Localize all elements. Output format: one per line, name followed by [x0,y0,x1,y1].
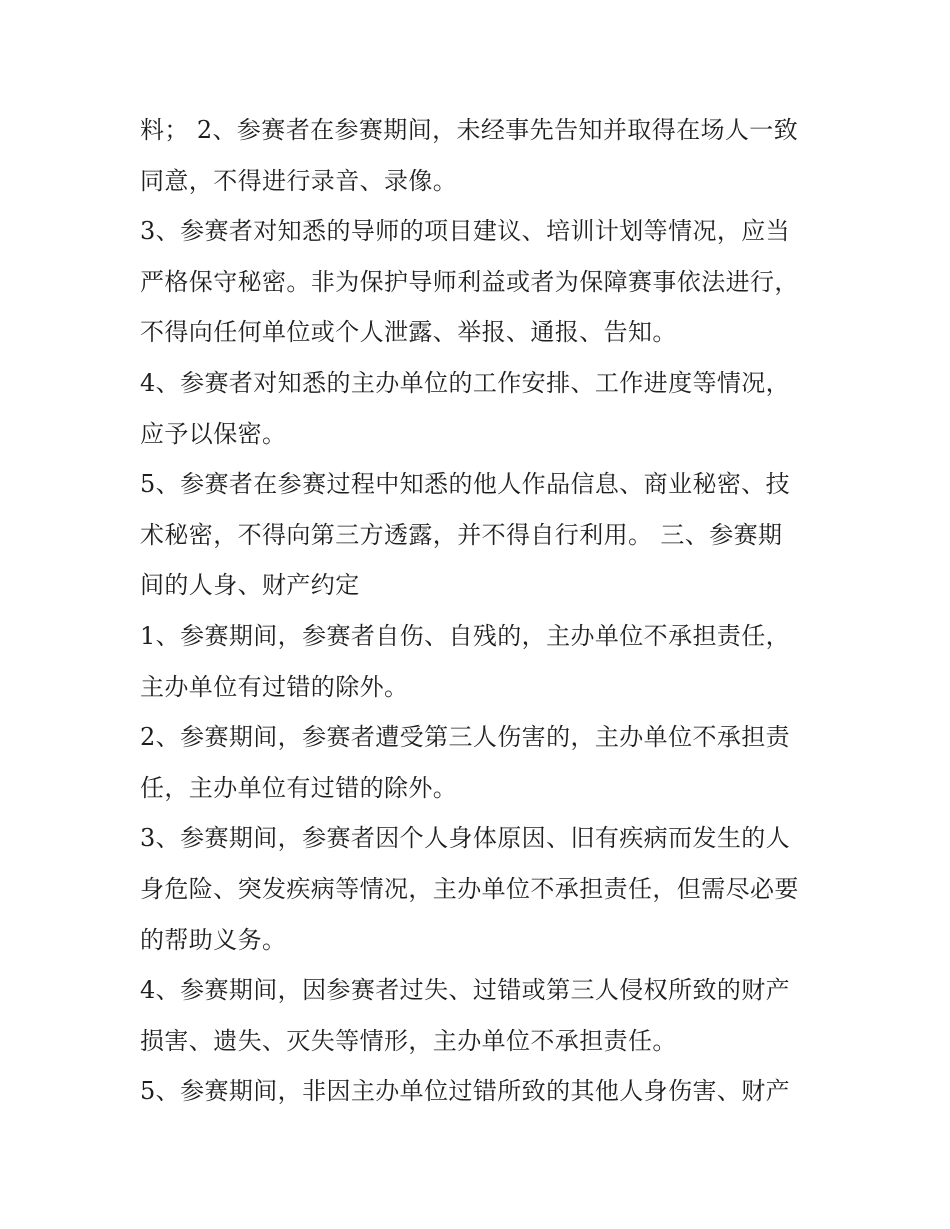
text-line: 料； 2、参赛者在参赛期间，未经事先告知并取得在场人一致 [140,116,799,144]
text-line: 的帮助义务。 [140,925,287,954]
text-line: 4、参赛者对知悉的主办单位的工作安排、工作进度等情况， [140,368,791,397]
text-line: 5、参赛期间，非因主办单位过错所致的其他人身伤害、财产 [140,1077,791,1106]
text-line: 术秘密，不得向第三方透露，并不得自行利用。 三、参赛期 [140,520,783,549]
text-line: 同意，不得进行录音、录像。 [140,166,458,195]
text-line: 5、参赛者在参赛过程中知悉的他人作品信息、商业秘密、技 [140,470,791,499]
text-line: 间的人身、财产约定 [140,571,360,600]
text-line: 2、参赛期间，参赛者遭受第三人伤害的，主办单位不承担责 [140,723,791,752]
text-line: 严格保守秘密。非为保护导师利益或者为保障赛事依法进行， [140,267,799,296]
text-line: 不得向任何单位或个人泄露、举报、通报、告知。 [140,318,677,347]
text-line: 主办单位有过错的除外。 [140,672,409,701]
document-body [140,105,830,1117]
text-line: 3、参赛者对知悉的导师的项目建议、培训计划等情况，应当 [140,217,791,246]
text-line: 身危险、突发疾病等情况，主办单位不承担责任，但需尽必要 [140,874,799,903]
text-line: 损害、遗失、灭失等情形，主办单位不承担责任。 [140,1026,677,1055]
text-line: 应予以保密。 [140,419,287,448]
text-line: 3、参赛期间，参赛者因个人身体原因、旧有疾病而发生的人 [140,824,791,853]
text-line: 4、参赛期间，因参赛者过失、过错或第三人侵权所致的财产 [140,976,791,1005]
text-line: 任，主办单位有过错的除外。 [140,773,458,802]
text-line: 1、参赛期间，参赛者自伤、自残的，主办单位不承担责任， [140,621,791,650]
